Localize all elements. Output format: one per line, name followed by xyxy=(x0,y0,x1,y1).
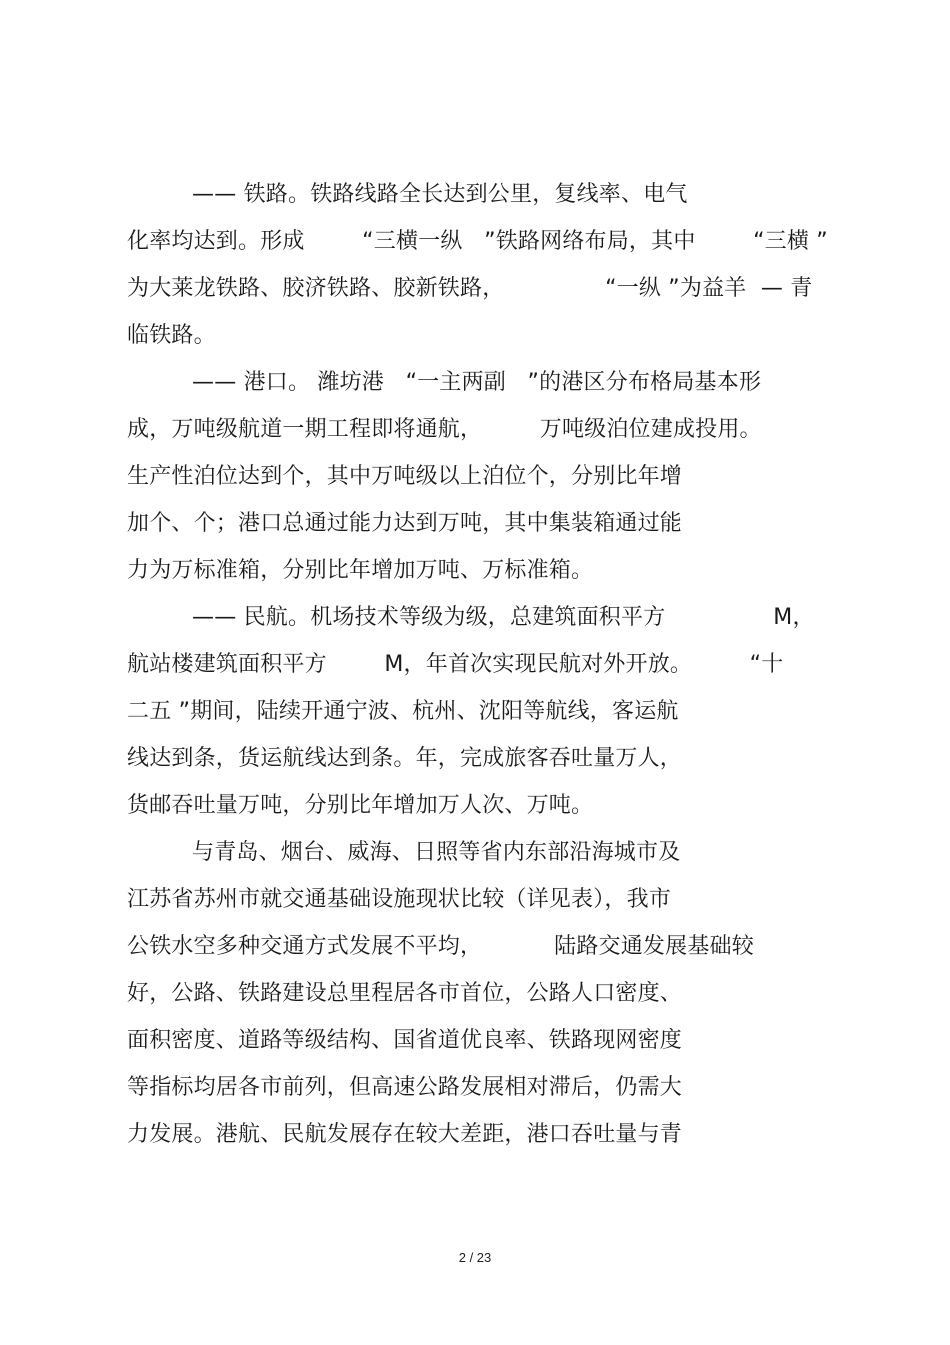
text-line: 面积密度、道路等级结构、国省道优良率、铁路现网密度 xyxy=(127,1028,683,1053)
text-line: 二五 ”期间，陆续开通宁波、杭州、沈阳等航线，客运航 xyxy=(127,699,679,724)
text-line: —— 港口。 潍坊港 “一主两副 ”的港区分布格局基本形 xyxy=(192,370,762,395)
text-line: 线达到条，货运航线达到条。年，完成旅客吞吐量万人， xyxy=(127,746,683,771)
text-line: —— 铁路。铁路线路全长达到公里，复线率、电气 xyxy=(192,182,688,207)
text-line: —— 民航。机场技术等级为级，总建筑面积平方 M， xyxy=(192,605,815,630)
text-line: 力为万标准箱，分别比年增加万吨、万标准箱。 xyxy=(127,558,594,583)
text-line: 化率均达到。形成 “三横一纵 ”铁路网络布局，其中 “三横 ” xyxy=(127,229,828,254)
text-line: 江苏省苏州市就交通基础设施现状比较（详见表），我市 xyxy=(127,887,672,912)
text-line: 航站楼建筑面积平方 M，年首次实现民航对外开放。 “十 xyxy=(127,652,784,677)
text-line: 成，万吨级航道一期工程即将通航， 万吨级泊位建成投用。 xyxy=(127,417,762,442)
text-line: 加个、个；港口总通过能力达到万吨，其中集装箱通过能 xyxy=(127,511,683,536)
text-line: 等指标均居各市前列，但高速公路发展相对滞后，仍需大 xyxy=(127,1075,683,1100)
text-line: 临铁路。 xyxy=(127,323,216,348)
text-line: 生产性泊位达到个，其中万吨级以上泊位个，分别比年增 xyxy=(127,464,683,489)
text-line: 与青岛、烟台、威海、日照等省内东部沿海城市及 xyxy=(192,840,681,865)
text-line: 货邮吞吐量万吨，分别比年增加万人次、万吨。 xyxy=(127,793,594,818)
text-line: 力发展。港航、民航发展存在较大差距，港口吞吐量与青 xyxy=(127,1122,683,1147)
text-line: 好，公路、铁路建设总里程居各市首位，公路人口密度、 xyxy=(127,981,683,1006)
text-line: 为大莱龙铁路、胶济铁路、胶新铁路， “一纵 ”为益羊 — 青 xyxy=(127,276,813,301)
page-number: 2 / 23 xyxy=(458,1250,492,1265)
text-line: 公铁水空多种交通方式发展不平均， 陆路交通发展基础较 xyxy=(127,934,754,959)
